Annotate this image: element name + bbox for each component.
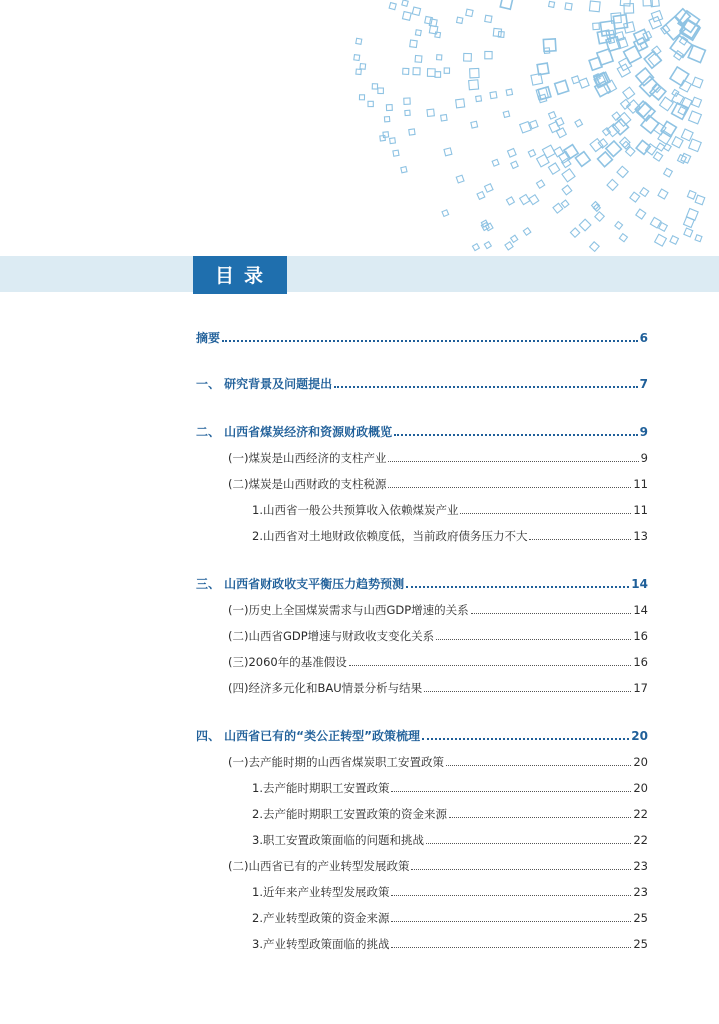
toc-page: 13: [633, 529, 648, 543]
pattern-square: [692, 77, 703, 88]
toc-page: 7: [639, 377, 648, 391]
toc-page: 23: [633, 885, 648, 899]
pattern-square: [672, 137, 683, 148]
pattern-square: [435, 32, 441, 38]
toc-page: 9: [639, 425, 648, 439]
pattern-square: [383, 132, 389, 138]
pattern-square: [556, 128, 566, 138]
toc-label: 二、 山西省煤炭经济和资源财政概览: [196, 425, 393, 439]
pattern-square: [444, 68, 449, 73]
pattern-square: [457, 17, 463, 23]
pattern-square: [402, 0, 408, 6]
pattern-square: [640, 188, 649, 197]
pattern-square: [471, 121, 478, 128]
pattern-square: [579, 219, 591, 231]
pattern-square: [511, 161, 518, 168]
pattern-square: [658, 189, 668, 199]
pattern-square: [437, 55, 442, 60]
pattern-square: [393, 150, 399, 156]
pattern-square: [401, 167, 407, 173]
toc-leader: [391, 895, 631, 896]
toc-page: 22: [633, 807, 648, 821]
toc-page: 11: [633, 503, 648, 517]
pattern-square: [549, 1, 555, 7]
pattern-square: [380, 135, 386, 141]
pattern-square: [360, 64, 366, 70]
pattern-square: [384, 117, 389, 122]
pattern-square: [523, 228, 531, 236]
pattern-square: [444, 148, 452, 156]
pattern-square: [549, 122, 560, 133]
pattern-square: [405, 110, 410, 115]
toc-entry[interactable]: [196, 326, 648, 346]
pattern-square: [493, 28, 501, 36]
pattern-square: [670, 67, 689, 86]
toc-leader: [426, 843, 631, 844]
pattern-square: [595, 212, 604, 221]
pattern-square: [378, 88, 384, 94]
toc-label: 3.产业转型政策面临的挑战: [252, 937, 390, 951]
toc-leader: [394, 434, 637, 436]
toc-label: 1.去产能时期职工安置政策: [252, 781, 390, 795]
pattern-square: [649, 16, 662, 29]
pattern-square: [607, 179, 618, 190]
pattern-square: [456, 99, 465, 108]
toc-label: (二)山西省GDP增速与财政收支变化关系: [228, 629, 435, 643]
pattern-square: [689, 111, 702, 124]
pattern-square: [402, 12, 411, 21]
pattern-square: [530, 120, 538, 128]
pattern-square: [695, 235, 702, 242]
toc-entry[interactable]: [252, 932, 648, 952]
toc-label: (一)去产能时期的山西省煤炭职工安置政策: [228, 755, 444, 769]
toc-label: 三、 山西省财政收支平衡压力趋势预测: [196, 577, 405, 591]
pattern-square: [425, 16, 433, 24]
toc-page: 25: [633, 937, 648, 951]
pattern-square: [413, 68, 420, 75]
toc-label: 四、 山西省已有的“类公正转型”政策梳理: [196, 729, 420, 743]
pattern-square: [644, 51, 661, 68]
pattern-square: [403, 68, 409, 74]
pattern-square: [506, 197, 514, 205]
pattern-square: [531, 74, 543, 86]
pattern-square: [492, 159, 499, 166]
pattern-square: [653, 152, 662, 161]
pattern-square: [506, 89, 512, 95]
title-box: [193, 256, 287, 292]
toc-leader: [422, 738, 629, 740]
pattern-square: [572, 76, 580, 84]
toc-entry[interactable]: [252, 802, 648, 822]
pattern-square: [520, 194, 530, 204]
pattern-square: [354, 55, 360, 61]
toc-label: 1.山西省一般公共预算收入依赖煤炭产业: [252, 503, 459, 517]
toc-label: (四)经济多元化和BAU情景分析与结果: [228, 681, 423, 695]
pattern-square: [485, 51, 492, 58]
toc-entry[interactable]: [228, 676, 648, 696]
pattern-square: [681, 129, 693, 141]
toc-leader: [449, 817, 631, 818]
pattern-square: [500, 0, 512, 9]
pattern-square: [511, 235, 518, 242]
toc-leader: [460, 513, 631, 514]
toc-label: 3.职工安置政策面临的问题和挑战: [252, 833, 424, 847]
pattern-square: [356, 69, 361, 74]
toc-label: 2.产业转型政策的资金来源: [252, 911, 390, 925]
pattern-square: [684, 228, 693, 237]
pattern-square: [612, 112, 620, 120]
pattern-square: [562, 185, 572, 195]
toc-leader: [529, 539, 631, 540]
pattern-square: [687, 190, 696, 199]
page-title: 目录: [214, 264, 273, 287]
pattern-square: [464, 53, 472, 61]
pattern-square: [575, 119, 583, 127]
pattern-square: [617, 166, 628, 177]
pattern-square: [404, 98, 410, 104]
toc-entry[interactable]: [252, 906, 648, 926]
pattern-square: [507, 148, 516, 157]
pattern-square: [476, 96, 482, 102]
toc-leader: [424, 691, 631, 692]
toc-leader: [446, 765, 631, 766]
pattern-square: [490, 92, 497, 99]
toc-leader: [471, 613, 632, 614]
pattern-square: [553, 203, 563, 213]
toc-page: 20: [633, 781, 648, 795]
pattern-square: [562, 169, 575, 182]
toc-entry[interactable]: [228, 446, 648, 466]
pattern-square: [561, 200, 569, 208]
toc-label: 2.山西省对土地财政依赖度低，当前政府债务压力不大: [252, 529, 528, 543]
pattern-square: [477, 192, 485, 200]
toc-entry[interactable]: [252, 498, 648, 518]
pattern-square: [689, 139, 702, 152]
pattern-square: [549, 112, 556, 119]
toc-label: (三)2060年的基准假设: [228, 655, 347, 669]
title-underline: [193, 292, 287, 294]
title-band: [0, 256, 719, 292]
pattern-square: [613, 119, 629, 135]
pattern-square: [412, 7, 420, 15]
toc-label: 2.去产能时期职工安置政策的资金来源: [252, 807, 447, 821]
pattern-square: [386, 105, 392, 111]
pattern-square: [410, 40, 418, 48]
pattern-square: [415, 55, 422, 62]
pattern-square: [505, 242, 513, 250]
pattern-square: [503, 111, 509, 117]
toc-page: 16: [633, 629, 648, 643]
pattern-square: [542, 145, 555, 158]
toc-label: (一)煤炭是山西经济的支柱产业: [228, 451, 387, 465]
pattern-square: [593, 23, 600, 30]
decorative-square-pattern: [0, 0, 719, 260]
pattern-square: [472, 244, 479, 251]
pattern-square: [565, 3, 572, 10]
toc-entry[interactable]: [196, 572, 648, 592]
pattern-square: [589, 1, 600, 12]
pattern-square: [415, 30, 421, 36]
toc-label: 摘要: [196, 331, 221, 345]
toc-page: 16: [633, 655, 648, 669]
pattern-square: [598, 139, 607, 148]
pattern-square: [657, 143, 665, 151]
toc-entry[interactable]: [228, 472, 648, 492]
toc-page: 20: [631, 729, 648, 743]
toc-page: 25: [633, 911, 648, 925]
pattern-square: [570, 228, 579, 237]
toc-entry[interactable]: [252, 776, 648, 796]
toc-leader: [406, 586, 629, 588]
toc-page: 23: [633, 859, 648, 873]
pattern-square: [456, 175, 464, 183]
toc-leader: [411, 869, 631, 870]
toc-page: 22: [633, 833, 648, 847]
toc-page: 14: [633, 603, 648, 617]
toc-label: (二)山西省已有的产业转型发展政策: [228, 859, 410, 873]
pattern-square: [372, 84, 377, 89]
pattern-square: [466, 9, 473, 16]
toc-page: 17: [633, 681, 648, 695]
toc-entry[interactable]: [196, 420, 648, 440]
toc-label: (一)历史上全国煤炭需求与山西GDP增速的关系: [228, 603, 469, 617]
pattern-square: [484, 242, 491, 249]
pattern-square: [630, 192, 640, 202]
pattern-square: [664, 168, 673, 177]
toc-label: 一、 研究背景及问题提出: [196, 377, 333, 391]
pattern-square: [660, 97, 674, 111]
pattern-square: [623, 87, 635, 99]
toc-entry[interactable]: [228, 598, 648, 618]
pattern-square: [548, 163, 559, 174]
pattern-square: [441, 115, 447, 121]
toc-entry[interactable]: [228, 854, 648, 874]
toc-entry[interactable]: [228, 750, 648, 770]
pattern-square: [620, 0, 630, 6]
toc-leader: [334, 386, 637, 388]
pattern-square: [359, 95, 364, 100]
pattern-square: [695, 195, 705, 205]
pattern-square: [537, 63, 549, 75]
pattern-square: [590, 242, 600, 252]
toc-entry[interactable]: [196, 372, 648, 392]
pattern-square: [692, 97, 702, 107]
pattern-square: [536, 180, 544, 188]
pattern-square: [528, 150, 535, 157]
pattern-square: [470, 68, 479, 77]
toc-leader: [436, 639, 631, 640]
pattern-square: [655, 234, 667, 246]
toc-leader: [391, 947, 631, 948]
pattern-square: [600, 21, 615, 36]
pattern-square: [485, 184, 493, 192]
toc-entry[interactable]: [196, 724, 648, 744]
toc-label: 1.近年来产业转型发展政策: [252, 885, 390, 899]
toc-leader: [391, 921, 631, 922]
pattern-square: [619, 234, 627, 242]
pattern-square: [529, 195, 539, 205]
pattern-square: [389, 3, 396, 10]
pattern-square: [624, 4, 634, 14]
pattern-square: [442, 210, 449, 217]
toc-page: 20: [633, 755, 648, 769]
pattern-square: [670, 236, 679, 245]
pattern-square: [469, 80, 479, 90]
pattern-square: [624, 46, 642, 64]
toc-entry[interactable]: [252, 828, 648, 848]
toc-page: 11: [633, 477, 648, 491]
pattern-square: [537, 154, 550, 167]
pattern-square: [661, 25, 670, 34]
pattern-square: [634, 29, 649, 44]
toc-page: 6: [639, 331, 648, 345]
pattern-square: [688, 45, 705, 62]
pattern-square: [672, 89, 679, 96]
toc-entry[interactable]: [228, 624, 648, 644]
toc-leader: [349, 665, 632, 666]
toc-leader: [222, 340, 638, 342]
toc-entry[interactable]: [228, 650, 648, 670]
pattern-square: [427, 69, 435, 77]
toc-entry[interactable]: [252, 880, 648, 900]
toc-page: 9: [640, 451, 648, 465]
pattern-square: [615, 222, 623, 230]
pattern-square: [427, 109, 434, 116]
pattern-square: [409, 129, 415, 135]
toc-label: (二)煤炭是山西财政的支柱税源: [228, 477, 387, 491]
toc-entry[interactable]: [252, 524, 648, 544]
toc-leader: [388, 461, 638, 462]
pattern-square: [485, 15, 492, 22]
toc-leader: [391, 791, 631, 792]
pattern-square: [356, 38, 362, 44]
pattern-square: [435, 72, 441, 78]
pattern-square: [368, 101, 373, 106]
pattern-square: [664, 144, 671, 151]
pattern-square: [390, 138, 396, 144]
pattern-square: [555, 80, 569, 94]
toc-leader: [388, 487, 631, 488]
pattern-square: [636, 209, 646, 219]
toc-page: 14: [631, 577, 648, 591]
pattern-square: [603, 128, 611, 136]
pattern-square: [579, 78, 589, 88]
